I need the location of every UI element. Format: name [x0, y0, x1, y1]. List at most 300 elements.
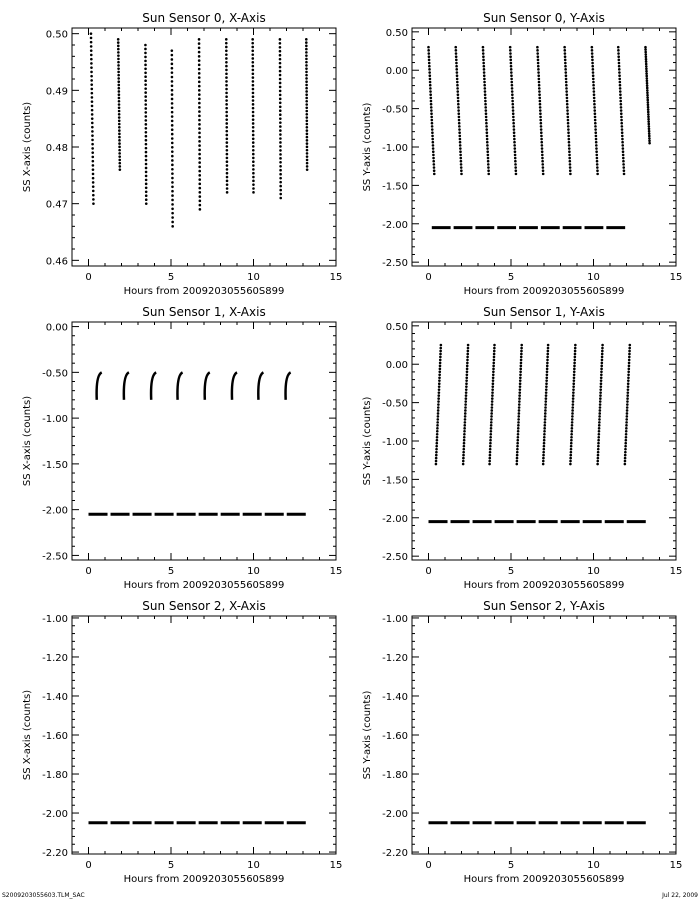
data-point: [279, 86, 282, 89]
data-point: [279, 165, 282, 168]
data-point: [279, 42, 282, 45]
data-point: [591, 46, 594, 49]
data-point: [144, 48, 147, 51]
data-point: [598, 427, 601, 430]
data-point: [516, 439, 519, 442]
data-point: [574, 344, 577, 347]
data-point: [538, 78, 541, 81]
data-point: [171, 115, 174, 118]
data-point: [545, 391, 548, 394]
data-point: [455, 55, 458, 58]
data-point: [437, 400, 440, 403]
data-point: [569, 169, 572, 172]
data-point: [198, 115, 201, 118]
data-point: [463, 430, 466, 433]
y-tick-label: -1.00: [382, 613, 408, 625]
data-point: [118, 87, 121, 90]
data-point: [569, 454, 572, 457]
data-point: [537, 71, 540, 74]
y-tick-label: -1.00: [42, 414, 68, 426]
data-point: [598, 412, 601, 415]
x-tick-label: 10: [587, 272, 600, 283]
data-point: [198, 76, 201, 79]
data-point: [118, 159, 121, 162]
data-point: [627, 385, 630, 388]
data-point: [539, 109, 542, 112]
data-point: [542, 166, 545, 169]
data-point: [432, 157, 435, 160]
data-point: [596, 460, 599, 463]
data-point: [564, 68, 567, 71]
data-point: [144, 111, 147, 114]
data-point: [460, 160, 463, 163]
data-point: [225, 80, 228, 83]
x-tick-label: 15: [329, 860, 343, 871]
data-point: [118, 103, 121, 106]
data-point: [516, 442, 519, 445]
data-point: [542, 454, 545, 457]
data-point: [456, 87, 459, 90]
data-point: [645, 60, 648, 63]
data-point: [564, 55, 567, 58]
data-point: [431, 135, 434, 138]
data-point: [464, 418, 467, 421]
data-point: [145, 151, 148, 154]
data-point: [225, 38, 228, 41]
data-point: [563, 46, 566, 49]
data-point: [306, 162, 309, 165]
data-point: [624, 448, 627, 451]
data-point: [145, 131, 148, 134]
data-point: [544, 406, 547, 409]
data-point: [564, 65, 567, 68]
data-point: [488, 457, 491, 460]
data-point: [458, 125, 461, 128]
data-point: [619, 97, 622, 100]
data-point: [252, 76, 255, 79]
chart-title: Sun Sensor 2, X-Axis: [142, 599, 266, 613]
data-point: [144, 115, 147, 118]
data-point: [306, 129, 309, 132]
data-point: [252, 115, 255, 118]
data-point: [517, 415, 520, 418]
data-point: [644, 53, 647, 56]
data-point: [546, 371, 549, 374]
data-point: [438, 376, 441, 379]
data-point: [279, 58, 282, 61]
data-point: [569, 163, 572, 166]
data-point: [596, 157, 599, 160]
data-point: [540, 138, 543, 141]
data-point: [485, 116, 488, 119]
data-point: [511, 97, 514, 100]
x-tick-label: 15: [669, 272, 683, 283]
data-point: [226, 164, 229, 167]
data-point: [626, 406, 629, 409]
x-tick-label: 5: [167, 272, 175, 283]
data-point: [458, 119, 461, 122]
data-point: [519, 368, 522, 371]
data-point: [491, 394, 494, 397]
data-point: [251, 46, 254, 49]
data-point: [570, 448, 573, 451]
data-point: [598, 421, 601, 424]
data-point: [617, 46, 620, 49]
data-point: [460, 163, 463, 166]
data-point: [514, 160, 517, 163]
data-point: [566, 106, 569, 109]
y-axis-label: SS X-axis (counts): [22, 689, 33, 781]
data-point: [462, 448, 465, 451]
data-point: [573, 365, 576, 368]
data-point: [519, 382, 522, 385]
data-point: [433, 169, 436, 172]
data-point: [546, 373, 549, 376]
data-point: [511, 100, 514, 103]
data-point: [519, 371, 522, 374]
x-tick-label: 5: [167, 860, 175, 871]
data-point: [625, 427, 628, 430]
data-point: [573, 362, 576, 365]
data-point: [279, 113, 282, 116]
data-point: [279, 133, 282, 136]
data-point: [487, 163, 490, 166]
data-point: [198, 123, 201, 126]
data-point: [465, 397, 468, 400]
data-point: [251, 57, 254, 60]
data-point: [595, 147, 598, 150]
data-point: [117, 64, 120, 67]
data-point: [91, 122, 94, 125]
data-point: [463, 427, 466, 430]
y-tick-label: -1.80: [382, 770, 408, 782]
data-point: [305, 74, 308, 77]
y-tick-label: -1.00: [382, 143, 408, 154]
data-point: [510, 81, 513, 84]
data-point: [542, 173, 545, 176]
data-point: [513, 128, 516, 131]
data-point: [538, 81, 541, 84]
data-point: [568, 138, 571, 141]
chart-title: Sun Sensor 1, Y-Axis: [483, 305, 605, 319]
data-point: [572, 391, 575, 394]
data-point: [279, 145, 282, 148]
data-point: [171, 67, 174, 70]
data-point: [489, 439, 492, 442]
data-point: [439, 356, 442, 359]
data-point: [509, 52, 512, 55]
data-point: [545, 388, 548, 391]
data-point: [572, 397, 575, 400]
data-point: [489, 442, 492, 445]
data-point: [251, 61, 254, 64]
data-point: [437, 403, 440, 406]
data-point: [279, 38, 282, 41]
data-point: [622, 160, 625, 163]
data-point: [144, 60, 147, 63]
data-point: [117, 61, 120, 64]
data-point: [516, 460, 519, 463]
data-point: [279, 189, 282, 192]
x-tick-label: 15: [329, 566, 343, 577]
data-point: [463, 445, 466, 448]
data-point: [539, 100, 542, 103]
data-point: [513, 131, 516, 134]
data-point: [572, 394, 575, 397]
data-point: [627, 391, 630, 394]
data-point: [568, 154, 571, 157]
data-point: [518, 394, 521, 397]
data-point: [117, 54, 120, 57]
data-point: [459, 147, 462, 150]
data-point: [519, 385, 522, 388]
data-point: [117, 38, 120, 41]
chart-panel-3: [362, 305, 682, 591]
data-point: [566, 97, 569, 100]
data-point: [492, 362, 495, 365]
data-point: [544, 415, 547, 418]
data-point: [490, 409, 493, 412]
data-point: [279, 125, 282, 128]
data-point: [485, 125, 488, 128]
data-point: [305, 77, 308, 80]
data-point: [198, 85, 201, 88]
data-point: [540, 128, 543, 131]
y-tick-label: -2.20: [382, 848, 408, 860]
data-point: [91, 105, 94, 108]
data-point: [492, 368, 495, 371]
data-point: [90, 45, 93, 48]
data-point: [571, 415, 574, 418]
data-point: [647, 120, 650, 123]
data-point: [118, 149, 121, 152]
data-point: [618, 59, 621, 62]
data-point: [536, 49, 539, 52]
data-point: [436, 439, 439, 442]
data-point: [628, 350, 631, 353]
data-point: [622, 157, 625, 160]
data-point: [486, 138, 489, 141]
data-point: [460, 169, 463, 172]
data-series-0: [90, 32, 309, 227]
data-point: [541, 157, 544, 160]
data-point: [144, 75, 147, 78]
data-point: [465, 385, 468, 388]
data-point: [491, 385, 494, 388]
data-point: [171, 207, 174, 210]
data-point: [620, 119, 623, 122]
data-point: [252, 172, 255, 175]
data-point: [457, 97, 460, 100]
data-point: [570, 433, 573, 436]
data-point: [514, 154, 517, 157]
data-point: [538, 93, 541, 96]
data-point: [225, 61, 228, 64]
data-point: [225, 115, 228, 118]
data-point: [488, 460, 491, 463]
data-point: [646, 94, 649, 97]
y-tick-label: -1.50: [382, 475, 408, 487]
data-point: [626, 415, 629, 418]
data-point: [438, 371, 441, 374]
data-point: [596, 173, 599, 176]
data-point: [279, 141, 282, 144]
plot-frame: [412, 616, 676, 854]
data-point: [145, 194, 148, 197]
data-point: [644, 46, 647, 49]
data-point: [438, 382, 441, 385]
data-point: [466, 353, 469, 356]
data-point: [117, 84, 120, 87]
data-point: [252, 126, 255, 129]
data-point: [619, 84, 622, 87]
data-point: [482, 62, 485, 65]
data-point: [570, 445, 573, 448]
x-tick-label: 10: [587, 566, 600, 577]
data-point: [625, 424, 628, 427]
data-point: [145, 198, 148, 201]
data-point: [648, 137, 651, 140]
data-point: [464, 403, 467, 406]
data-point: [565, 84, 568, 87]
data-point: [598, 424, 601, 427]
chart-panel-2: [22, 305, 342, 591]
data-point: [171, 49, 174, 52]
data-point: [91, 147, 94, 150]
data-point: [567, 128, 570, 131]
data-point: [625, 421, 628, 424]
data-point: [144, 91, 147, 94]
data-point: [279, 70, 282, 73]
data-point: [198, 98, 201, 101]
data-point: [198, 161, 201, 164]
data-point: [252, 137, 255, 140]
data-point: [462, 460, 465, 463]
data-point: [225, 122, 228, 125]
data-point: [601, 356, 604, 359]
data-point: [466, 371, 469, 374]
data-point: [144, 71, 147, 74]
y-axis-label: SS X-axis (counts): [22, 101, 33, 193]
data-point: [567, 116, 570, 119]
data-point: [489, 433, 492, 436]
data-point: [252, 103, 255, 106]
data-point: [492, 376, 495, 379]
data-point: [225, 118, 228, 121]
data-point: [519, 373, 522, 376]
data-point: [460, 173, 463, 176]
data-point: [145, 167, 148, 170]
data-point: [571, 421, 574, 424]
data-point: [647, 101, 650, 104]
data-point: [626, 394, 629, 397]
data-point: [435, 460, 438, 463]
plot-frame: [72, 616, 336, 854]
data-point: [198, 55, 201, 58]
data-point: [570, 442, 573, 445]
data-point: [118, 136, 121, 139]
data-point: [431, 128, 434, 131]
data-point: [90, 58, 93, 61]
data-point: [564, 59, 567, 62]
data-point: [431, 125, 434, 128]
data-point: [648, 139, 651, 142]
data-segment: [124, 372, 129, 399]
data-point: [464, 409, 467, 412]
data-point: [436, 421, 439, 424]
data-point: [429, 81, 432, 84]
data-point: [118, 129, 121, 132]
data-point: [458, 131, 461, 134]
data-point: [564, 52, 567, 55]
data-point: [539, 103, 542, 106]
chart-panel-0: [22, 11, 342, 297]
data-point: [618, 78, 621, 81]
data-point: [171, 124, 174, 127]
data-point: [252, 149, 255, 152]
data-point: [646, 91, 649, 94]
data-point: [225, 130, 228, 133]
x-tick-label: 5: [507, 860, 515, 871]
data-point: [543, 427, 546, 430]
data-point: [279, 181, 282, 184]
data-point: [618, 68, 621, 71]
data-point: [433, 166, 436, 169]
data-point: [465, 379, 468, 382]
data-point: [171, 190, 174, 193]
data-point: [198, 64, 201, 67]
data-point: [540, 125, 543, 128]
x-tick-label: 5: [167, 566, 175, 577]
data-point: [622, 154, 625, 157]
data-point: [492, 365, 495, 368]
data-point: [592, 71, 595, 74]
data-point: [545, 397, 548, 400]
data-point: [305, 67, 308, 70]
data-point: [198, 127, 201, 130]
data-point: [437, 406, 440, 409]
data-point: [491, 403, 494, 406]
data-point: [517, 430, 520, 433]
data-point: [171, 71, 174, 74]
data-point: [592, 81, 595, 84]
data-point: [597, 454, 600, 457]
data-point: [484, 103, 487, 106]
data-point: [91, 130, 94, 133]
data-point: [92, 202, 95, 205]
data-point: [566, 100, 569, 103]
data-point: [537, 62, 540, 65]
data-point: [279, 102, 282, 105]
data-point: [487, 173, 490, 176]
y-tick-label: -1.60: [42, 731, 68, 742]
data-point: [119, 168, 122, 171]
data-point: [645, 70, 648, 73]
data-point: [594, 131, 597, 134]
data-point: [91, 156, 94, 159]
data-point: [279, 169, 282, 172]
x-axis-label: Hours from 200920305560S899: [123, 286, 285, 297]
footer-left-text: S2009203055603.TLM_SAC: [2, 892, 85, 899]
data-point: [624, 457, 627, 460]
data-point: [252, 153, 255, 156]
data-point: [455, 52, 458, 55]
data-point: [544, 418, 547, 421]
data-point: [198, 93, 201, 96]
data-point: [520, 350, 523, 353]
data-point: [430, 106, 433, 109]
data-point: [647, 111, 650, 114]
